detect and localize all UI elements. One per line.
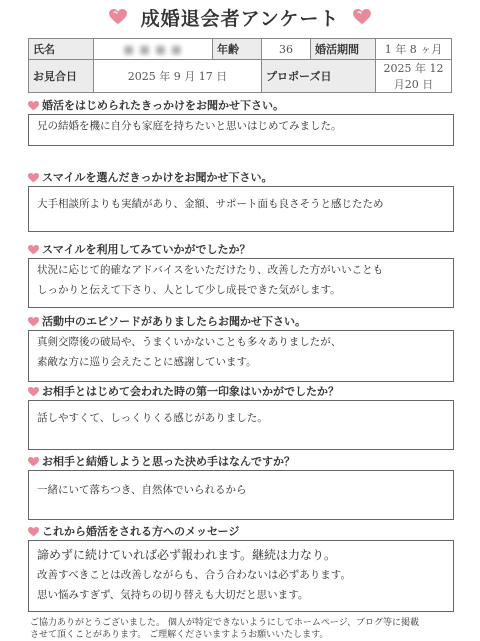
answer-box xyxy=(28,186,454,232)
period-label: 婚活期間 xyxy=(311,39,376,60)
info-table xyxy=(28,38,452,93)
answer-line: 改善すべきことは改善しながらも、合う合わないは必ずあります。 xyxy=(37,569,351,581)
heart-icon xyxy=(28,317,39,327)
survey-header xyxy=(0,4,480,30)
answer-line: 思い悩みすぎず、気持ちの切り替えも大切だと思います。 xyxy=(37,589,309,601)
answer-line: 真剣交際後の破局や、うまくいかないことも多々ありましたが、 xyxy=(37,336,342,348)
propose-label: プロポーズ日 xyxy=(262,60,376,93)
answer-line: 素敵な方に巡り会えたことに感謝しています。 xyxy=(37,356,257,368)
age-value: 36 xyxy=(262,39,311,60)
answer-line: しっかりと伝えて下さり、人として少し成長できた気がします。 xyxy=(37,284,341,296)
footer-line: ご協力ありがとうございました。 個人が特定できないようにしてホームページ、ブログ等に掲載 xyxy=(30,618,419,628)
name-label: 氏名 xyxy=(29,39,94,60)
question-title: スマイルを利用してみていかがでしたか？ xyxy=(42,243,251,256)
footer-note xyxy=(30,617,470,641)
answer-box xyxy=(28,400,454,450)
answer-box xyxy=(28,114,454,146)
question-title: これから婚活をされる方へのメッセージ xyxy=(42,525,240,538)
heart-icon xyxy=(28,173,39,183)
age-label: 年齢 xyxy=(213,39,262,60)
question-title: スマイルを選んだきっかけをお聞かせ下さい。 xyxy=(42,171,273,184)
propose-value: 2025 年 12月20 日 xyxy=(376,60,452,93)
answer-line: 状況に応じて的確なアドバイスをいただけたり、改善した方がいいことも xyxy=(37,264,384,276)
answer-line: 一緒にいて落ちつき、自然体でいられるから xyxy=(37,484,247,496)
answer-box xyxy=(28,540,454,612)
answer-line: 諦めずに続けていれば必ず報われます。継続は力なり。 xyxy=(37,548,337,562)
period-value: 1 年 8 ヶ月 xyxy=(376,39,452,60)
answer-line: 兄の結婚を機に自分も家庭を持ちたいと思いはじめてみました。 xyxy=(37,120,342,132)
footer-line: させて頂くことがあります。 ご理解くださいますようお願いいたします。 xyxy=(30,630,329,640)
question-7 xyxy=(28,524,454,612)
heart-icon xyxy=(28,387,39,397)
heart-icon xyxy=(28,457,39,467)
question-4 xyxy=(28,314,454,382)
question-title: お相手とはじめて会われた時の第一印象はいかがでしたか？ xyxy=(42,385,339,398)
omiai-label: お見合日 xyxy=(29,60,94,93)
heart-icon xyxy=(28,527,39,537)
answer-line: 大手相談所よりも実績があり、金額、サポート面も良さそうと感じたため xyxy=(37,198,384,210)
answer-line: 話しやすくて、しっくりくる感じがありました。 xyxy=(37,412,268,424)
question-5 xyxy=(28,384,454,450)
question-3 xyxy=(28,242,454,308)
answer-box xyxy=(28,258,454,308)
answer-box xyxy=(28,330,454,382)
page-title: 成婚退会者アンケート xyxy=(140,7,340,30)
heart-icon xyxy=(28,101,39,111)
heart-icon xyxy=(353,9,371,25)
answer-box xyxy=(28,470,454,520)
omiai-value: 2025 年 9 月 17 日 xyxy=(94,60,262,93)
question-6 xyxy=(28,454,454,520)
question-title: お相手と結婚しようと思った決め手はなんですか？ xyxy=(42,455,295,468)
heart-icon xyxy=(28,245,39,255)
question-title: 活動中のエピソードがありましたらお聞かせ下さい。 xyxy=(42,315,306,328)
question-2 xyxy=(28,170,454,232)
question-title: 婚活をはじめられたきっかけをお聞かせ下さい。 xyxy=(42,99,284,112)
name-value: ■ ■ ■ ■ xyxy=(94,39,213,60)
heart-icon xyxy=(109,9,127,25)
question-1 xyxy=(28,98,454,146)
